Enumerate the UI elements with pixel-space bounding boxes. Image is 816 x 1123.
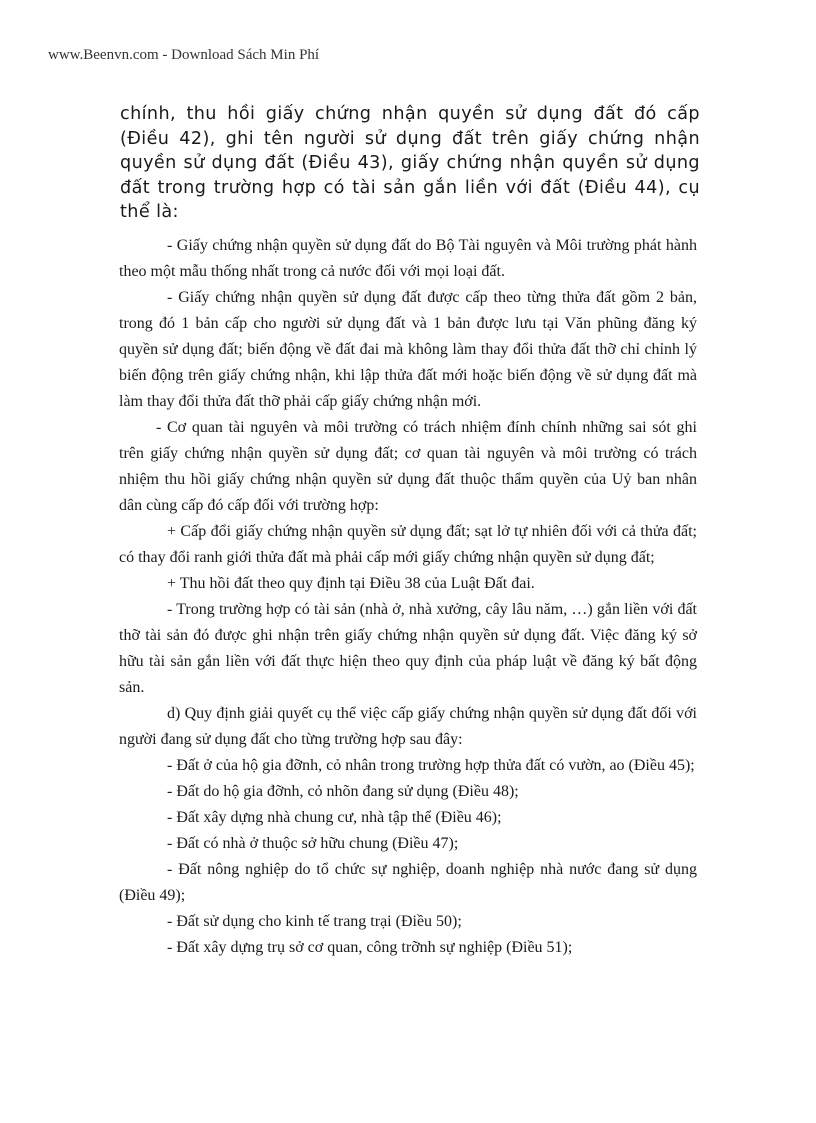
- body-paragraph: - Trong trường hợp có tài sản (nhà ở, nhà xưởng, cây lâu năm, …) gắn liền với đất thỡ tài sản đó được ghi nhận trên giấy chứng nhận quyền sử dụng đất. Việc đăng ký sở hữu tài sản gắn liền với đất thực hiện theo quy định của pháp luật về đăng ký bất động sản.: [119, 601, 697, 696]
- body-paragraph: - Giấy chứng nhận quyền sử dụng đất được cấp theo từng thửa đất gồm 2 bản, trong đó 1 bản cấp cho người sử dụng đất và 1 bản được lưu tại Văn phũng đăng ký quyền sử dụng đất; biến động về đất đai mà không làm thay đổi thửa đất thỡ chỉ chỉnh lý biến động trên giấy chứng nhận, khi lập thửa đất mới hoặc biến động về sử dụng đất mà làm thay đổi thửa đất thỡ phải cấp giấy chứng nhận mới.: [119, 289, 697, 410]
- body-paragraph: + Thu hồi đất theo quy định tại Điều 38 của Luật Đất đai.: [167, 575, 535, 592]
- body-paragraph: - Đất ở của hộ gia đỡnh, cỏ nhân trong trường hợp thửa đất có vườn, ao (Điều 45);: [167, 757, 695, 774]
- body-paragraph: - Đất nông nghiệp do tổ chức sự nghiệp, doanh nghiệp nhà nước đang sử dụng (Điều 49);: [119, 861, 697, 904]
- body-paragraph: - Đất xây dựng trụ sở cơ quan, công trỡnh sự nghiệp (Điều 51);: [167, 939, 573, 956]
- body-paragraph: - Đất do hộ gia đỡnh, cỏ nhõn đang sử dụng (Điều 48);: [167, 783, 519, 800]
- body-paragraph: + Cấp đổi giấy chứng nhận quyền sử dụng đất; sạt lở tự nhiên đối với cả thửa đất; có thay đổi ranh giới thửa đất mà phải cấp mới giấy chứng nhận quyền sử dụng đất;: [119, 523, 697, 566]
- body-paragraph: - Cơ quan tài nguyên và môi trường có trách nhiệm đính chính những sai sót ghi trên giấy chứng nhận quyền sử dụng đất; cơ quan tài nguyên và môi trường có trách nhiệm thu hồi giấy chứng nhận quyền sử dụng đất thuộc thẩm quyền của Uỷ ban nhân dân cùng cấp đó cấp đối với trường hợp:: [119, 419, 697, 514]
- body-paragraph: - Đất xây dựng nhà chung cư, nhà tập thể (Điều 46);: [167, 809, 502, 826]
- body-paragraph: - Giấy chứng nhận quyền sử dụng đất do Bộ Tài nguyên và Môi trường phát hành theo một mẫu thống nhất trong cả nước đối với mọi loại đất.: [119, 237, 697, 280]
- body-paragraph: d) Quy định giải quyết cụ thể việc cấp giấy chứng nhận quyền sử dụng đất đối với người đang sử dụng đất cho từng trường hợp sau đây:: [119, 705, 697, 748]
- document-body: [119, 233, 697, 961]
- body-paragraph: - Đất có nhà ở thuộc sở hữu chung (Điều 47);: [167, 835, 459, 852]
- page-header: www.Beenvn.com - Download Sách Min Phí: [48, 47, 320, 63]
- body-paragraph: - Đất sử dụng cho kinh tế trang trại (Điều 50);: [167, 913, 462, 930]
- intro-paragraph: chính, thu hồi giấy chứng nhận quyền sử dụng đất đó cấp (Điều 42), ghi tên người sử dụng đất trên giấy chứng nhận quyền sử dụng đất (Điều 43), giấy chứng nhận quyền sử dụng đất trong trường hợp có tài sản gắn liền với đất (Điều 44), cụ thể là:: [120, 104, 700, 222]
